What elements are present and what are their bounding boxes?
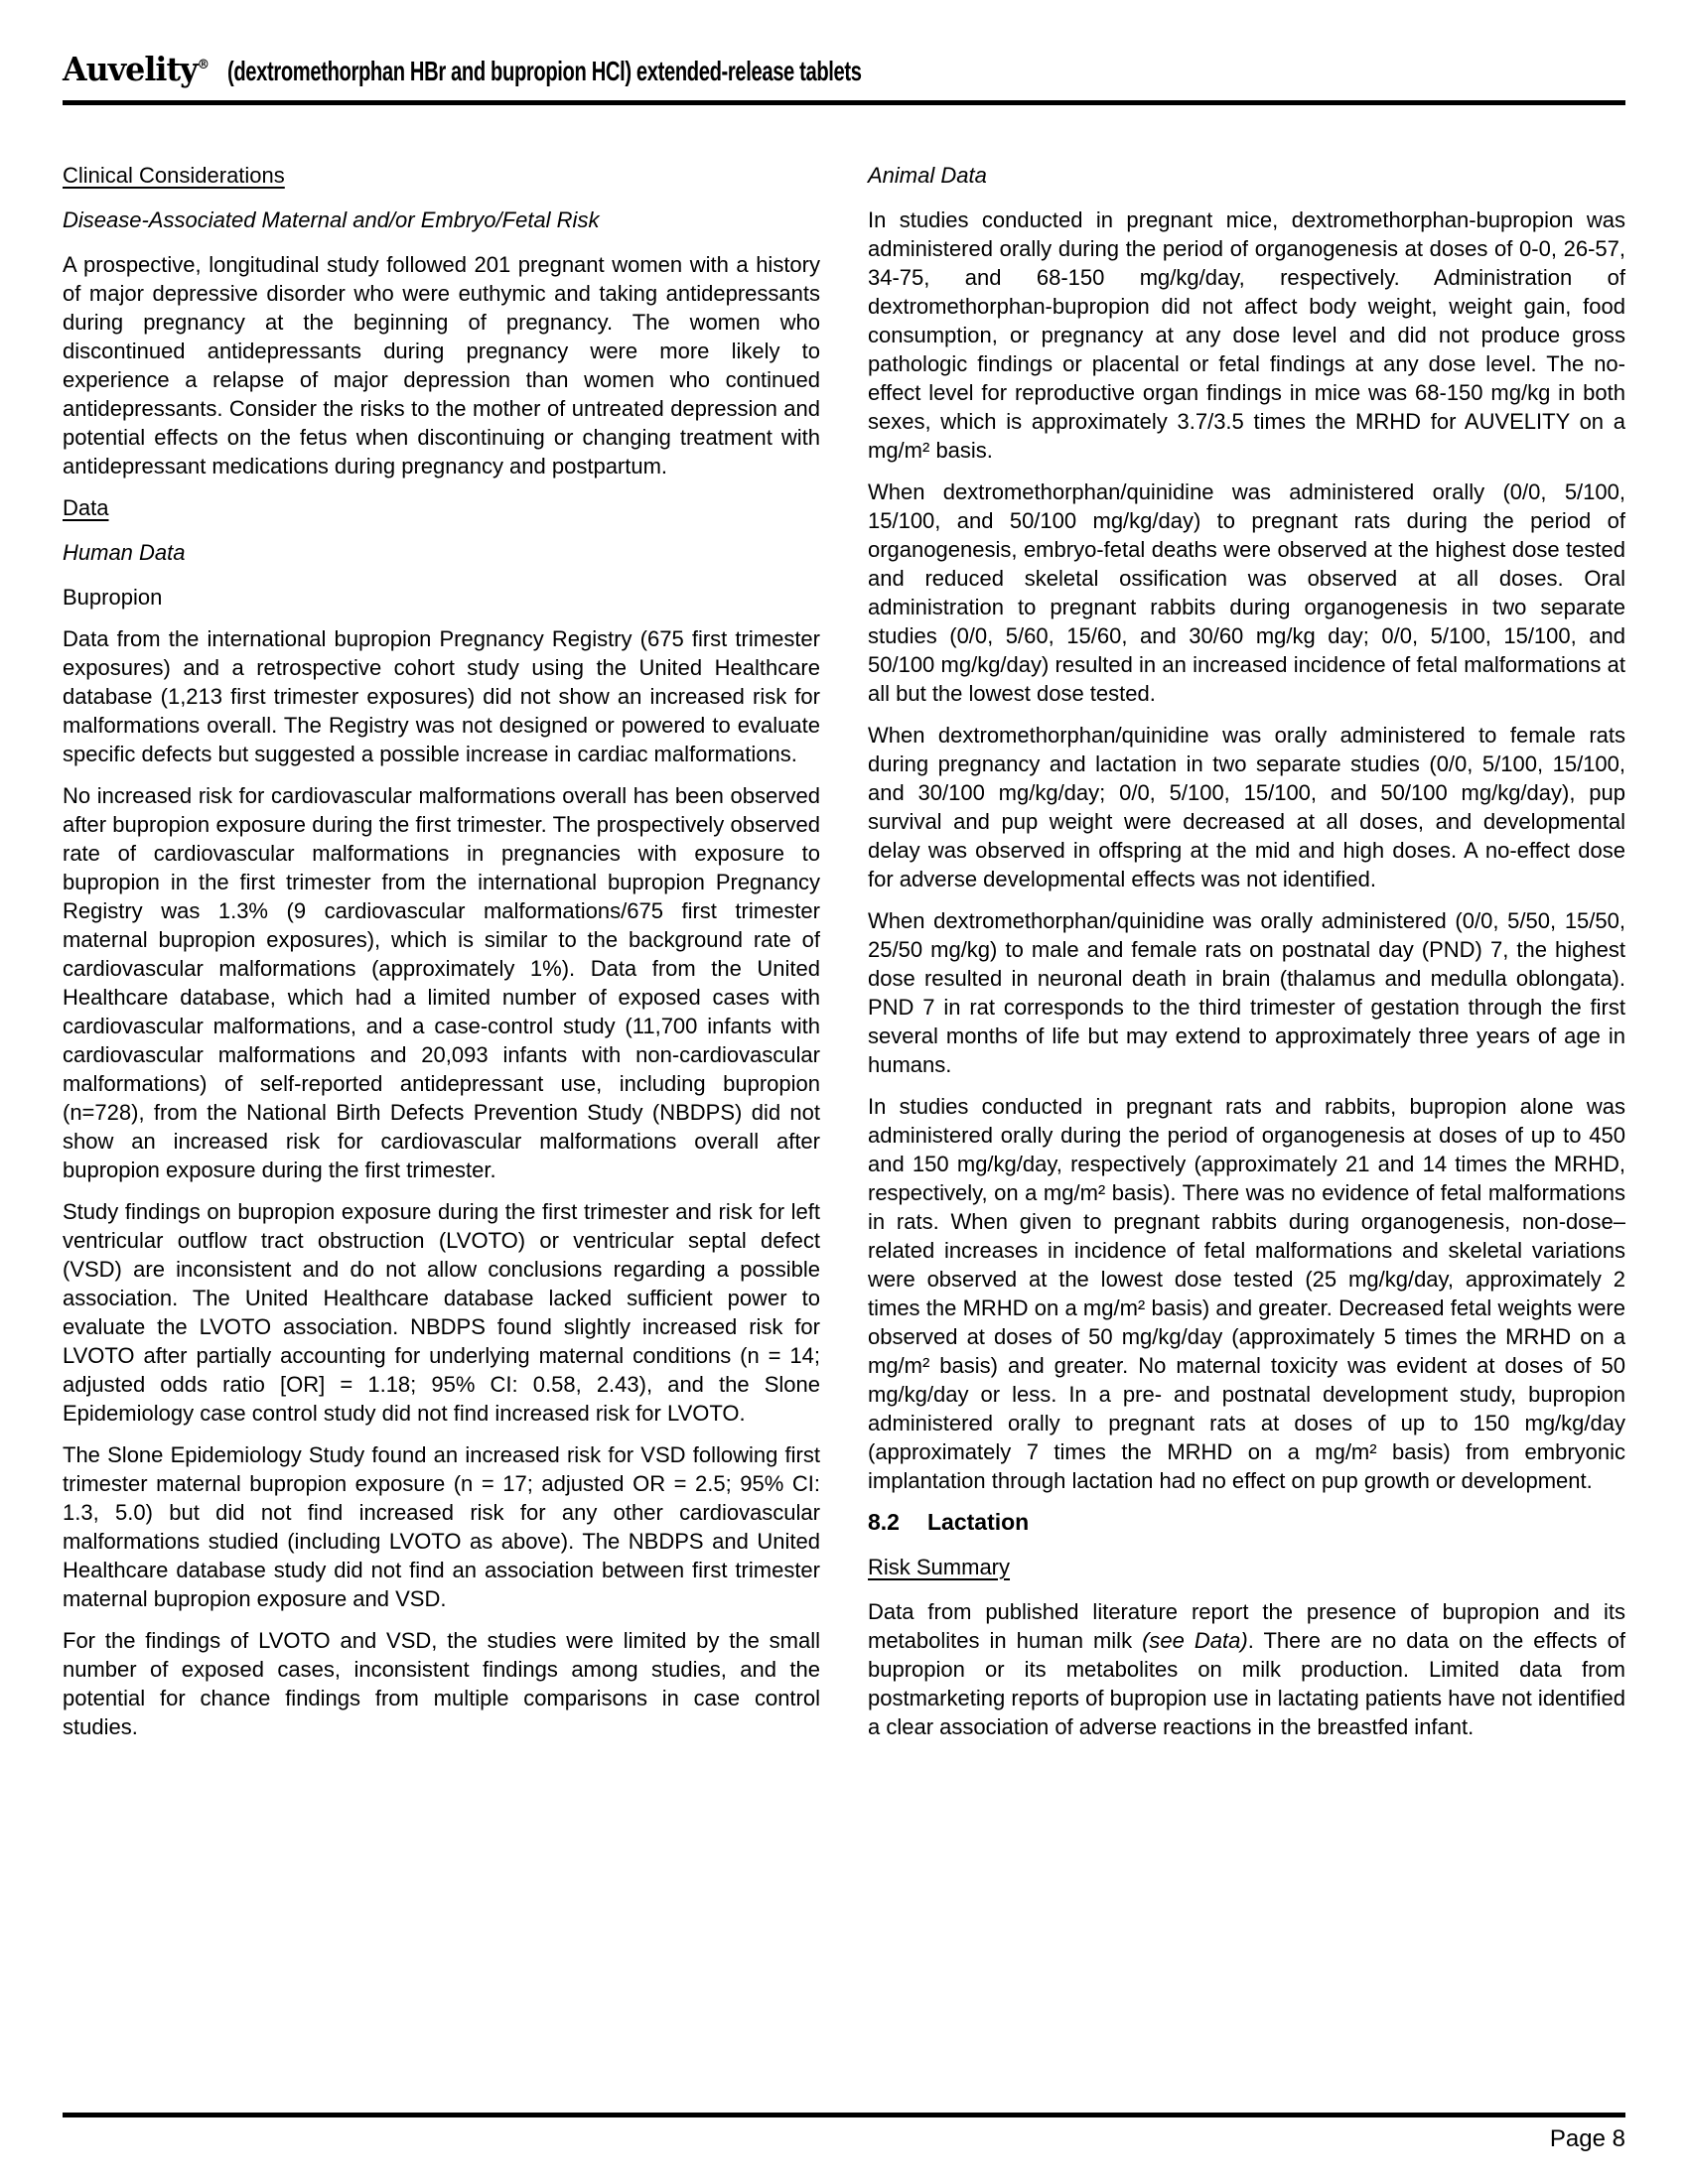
- risk-summary-heading: Risk Summary: [868, 1555, 1011, 1579]
- see-data-reference: (see Data): [1142, 1628, 1248, 1653]
- brand-logo: [63, 50, 210, 88]
- rat-organogenesis-paragraph: When dextromethorphan/quinidine was administered orally (0/0, 5/100, 15/100, and 50/100 mg/kg/day) to pregnant rats during the period of organogenesis, embryo-fetal deaths were observed at the highest dose tested and reduced skeletal ossification was observed at all doses. Oral administration to pregnant rabbits during organogenesis in two separate studies (0/0, 5/60, 15/60, and 30/60 mg/kg day; 0/0, 5/100, 15/100, and 50/100 mg/kg/day) resulted in an increased incidence of fetal malformations at all but the lowest dose tested.: [868, 479, 1625, 706]
- animal-data-heading: Animal Data: [868, 163, 987, 188]
- data-heading: Data: [63, 495, 109, 520]
- cardiovascular-malformations-paragraph: No increased risk for cardiovascular malformations overall has been observed after bupropion exposure during the first trimester. The prospectively observed rate of cardiovascular malformations in pregnancies with exposure to bupropion in the first trimester from the international bupropion Pregnancy Registry was 1.3% (9 cardiovascular malformations/675 first trimester maternal bupropion exposures), which is similar to the background rate of cardiovascular malformations (approximately 1%). Data from the United Healthcare database, which had a limited number of exposed cases with cardiovascular malformations, and a case-control study (11,700 infants with cardiovascular malformations and 20,093 infants with non-cardiovascular malformations) of self-reported antidepressant use, including bupropion (n=728), from the National Birth Defects Prevention Study (NBDPS) did not show an increased risk for cardiovascular malformations overall after bupropion exposure during the first trimester.: [63, 783, 820, 1182]
- bupropion-alone-paragraph: In studies conducted in pregnant rats and rabbits, bupropion alone was administered orally during the period of organogenesis at doses of up to 450 and 150 mg/kg/day, respectively (approximately 21 and 14 times the MRHD, respectively, on a mg/m² basis). There was no evidence of fetal malformations in rats. When given to pregnant rabbits during organogenesis, non-dose–related increases in incidence of fetal malformations and skeletal variations were observed at the lowest dose tested (25 mg/kg/day, approximately 2 times the MRHD on a mg/m² basis) and greater. Decreased fetal weights were observed at doses of 50 mg/kg/day (approximately 5 times the MRHD on a mg/m² basis) and greater. No maternal toxicity was evident at doses of 50 mg/kg/day or less. In a pre- and postnatal development study, bupropion administered orally to pregnant rats at doses of up to 150 mg/kg/day (approximately 7 times the MRHD on a mg/m² basis) from embryonic implantation through lactation had no effect on pup growth or development.: [868, 1094, 1625, 1493]
- disease-risk-paragraph: A prospective, longitudinal study followed 201 pregnant women with a history of major depressive disorder who were euthymic and taking antidepressants during pregnancy at the beginning of pregnancy. The women who discontinued antidepressants during pregnancy were more likely to experience a relapse of major depression than women who continued antidepressants. Consider the risks to the mother of untreated depression and potential effects on the fetus when discontinuing or changing treatment with antidepressant medications during pregnancy and postpartum.: [63, 252, 820, 478]
- slone-study-paragraph: The Slone Epidemiology Study found an increased risk for VSD following first trimester maternal bupropion exposure (n = 17; adjusted OR = 2.5; 95% CI: 1.3, 5.0) but did not find increased risk for any other cardiovascular malformations studied (including LVOTO as above). The NBDPS and United Healthcare database study did not find an association between first trimester maternal bupropion exposure and VSD.: [63, 1442, 820, 1611]
- study-limitations-paragraph: For the findings of LVOTO and VSD, the studies were limited by the small number of exposed cases, inconsistent findings among studies, and the potential for chance findings from multiple comparisons in case control studies.: [63, 1628, 820, 1739]
- registered-trademark-symbol: ®: [197, 58, 211, 72]
- bupropion-subheading: Bupropion: [63, 585, 163, 610]
- risk-summary-paragraph: [868, 1597, 1625, 1741]
- disease-risk-heading: Disease-Associated Maternal and/or Embryo/Fetal Risk: [63, 207, 600, 232]
- rat-lactation-paragraph: When dextromethorphan/quinidine was orally administered to female rats during pregnancy and lactation in two separate studies (0/0, 5/100, 15/100, and 30/100 mg/kg/day; 0/0, 5/100, 15/100, and 50/100 mg/kg/day), pup survival and pup weight were decreased at all doses, and developmental delay was observed in offspring at the mid and high doses. A no-effect dose for adverse developmental effects was not identified.: [868, 723, 1625, 891]
- section-title: Lactation: [926, 1509, 1030, 1535]
- brand-name: Auvelity: [63, 50, 198, 88]
- lvoto-vsd-paragraph: Study findings on bupropion exposure during the first trimester and risk for left ventricular outflow tract obstruction (LVOTO) or ventricular septal defect (VSD) are inconsistent and do not allow conclusions regarding a possible association. The United Healthcare database lacked sufficient power to evaluate the LVOTO association. NBDPS found slightly increased risk for LVOTO after partially accounting for underlying maternal conditions (n = 14; adjusted odds ratio [OR] = 1.18; 95% CI: 0.58, 2.43), and the Slone Epidemiology case control study did not find increased risk for LVOTO.: [63, 1199, 820, 1426]
- left-column: [63, 161, 820, 1741]
- pregnant-mice-paragraph: In studies conducted in pregnant mice, dextromethorphan-bupropion was administered orally during the period of organogenesis at doses of 0-0, 26-57, 34-75, and 68-150 mg/kg/day, respectively. Administration of dextromethorphan-bupropion did not affect body weight, weight gain, food consumption, or pregnancy at any dose level and did not produce gross pathologic findings or placental or fetal findings at any dose level. The no-effect level for reproductive organ findings in mice was 68-150 mg/kg in both sexes, which is approximately 3.7/3.5 times the MRHD for AUVELITY on a mg/m² basis.: [868, 207, 1625, 463]
- product-subtitle: (dextromethorphan HBr and bupropion HCl) extended-release tablets: [227, 56, 862, 86]
- postnatal-day-paragraph: When dextromethorphan/quinidine was orally administered (0/0, 5/50, 15/50, 25/50 mg/kg) to male and female rats on postnatal day (PND) 7, the highest dose resulted in neuronal death in brain (thalamus and medulla oblongata). PND 7 in rat corresponds to the third trimester of gestation through the first several months of life but may extend to approximately three years of age in humans.: [868, 908, 1625, 1077]
- pregnancy-registry-paragraph: Data from the international bupropion Pregnancy Registry (675 first trimester exposures) and a retrospective cohort study using the United Healthcare database (1,213 first trimester exposures) did not show an increased risk for malformations overall. The Registry was not designed or powered to evaluate specific defects but suggested a possible increase in cardiac malformations.: [63, 626, 820, 766]
- lactation-section-heading: [868, 1508, 1625, 1537]
- risk-summary-text-after: . There are no data on the effects of bupropion or its metabolites on milk production. Limited data from postmarketing reports of bupropion use in lactating patients have not identified a clear association of adverse reactions in the breastfed infant.: [868, 1628, 1625, 1739]
- page-number-label: Page 8: [1549, 2125, 1625, 2152]
- right-column: [868, 161, 1625, 1741]
- clinical-considerations-heading: Clinical Considerations: [63, 163, 285, 188]
- risk-summary-text-before: Data from published literature report the presence of bupropion and its metabolites in human milk: [868, 1599, 1625, 1653]
- section-number: 8.2: [868, 1509, 900, 1535]
- two-column-body: [63, 161, 1625, 1741]
- document-header: [63, 0, 1625, 105]
- human-data-heading: Human Data: [63, 540, 186, 565]
- page-footer: [63, 2113, 1625, 2153]
